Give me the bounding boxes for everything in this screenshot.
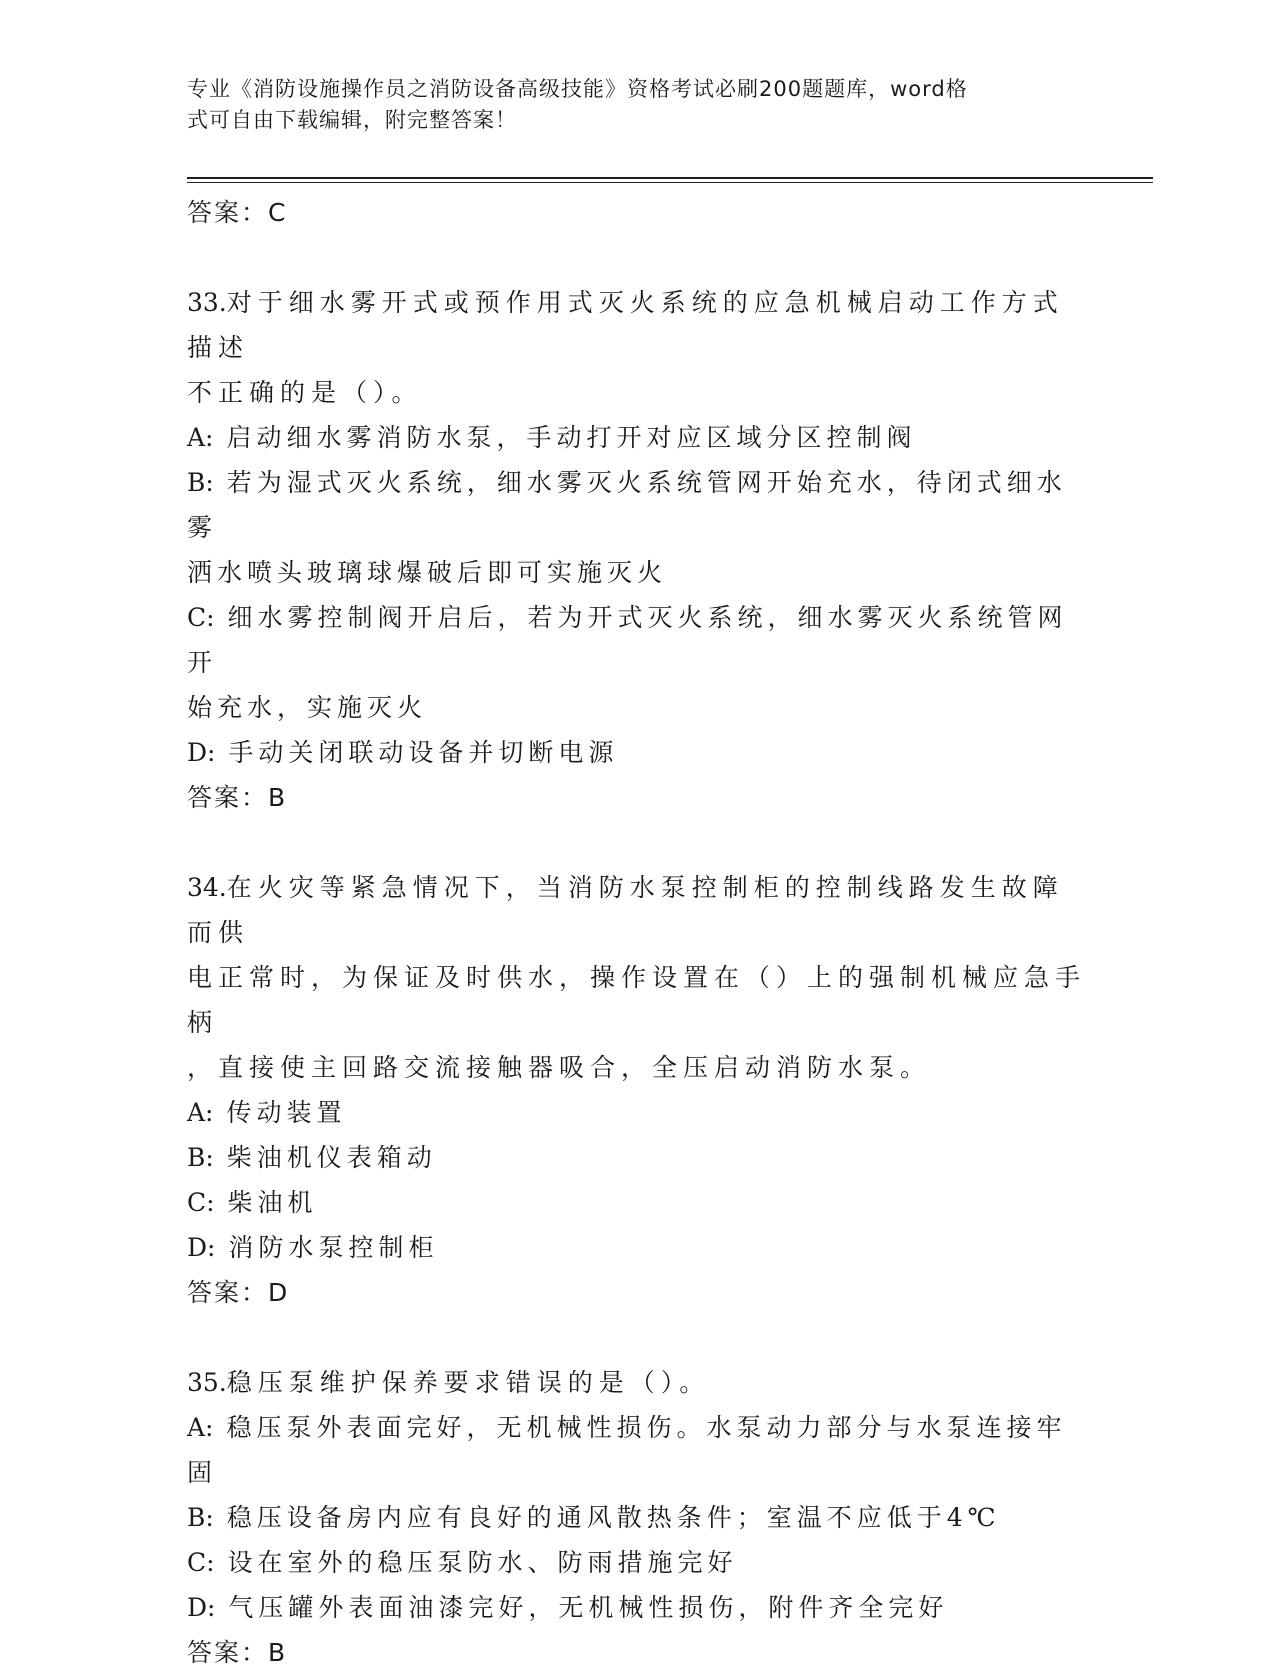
question-number: 35. bbox=[187, 1368, 227, 1397]
option-key: A: bbox=[187, 423, 214, 452]
stem-line: 电正常时，为保证及时供水，操作设置在（）上的强制机械应急手柄 bbox=[187, 963, 1087, 1037]
previous-answer: 答案：C bbox=[187, 198, 288, 227]
option-text: 始充水，实施灭火 bbox=[187, 693, 428, 722]
stem-line: ，直接使主回路交流接触器吸合，全压启动消防水泵。 bbox=[187, 1053, 932, 1082]
question-33 bbox=[187, 280, 1087, 821]
question-stem bbox=[187, 1045, 1087, 1090]
answer-33: 答案：B bbox=[187, 783, 288, 812]
stem-line: 稳压泵维护保养要求错误的是（）。 bbox=[226, 1368, 711, 1397]
header-divider-thick bbox=[187, 177, 1153, 179]
option-text: 柴油机仪表箱动 bbox=[226, 1143, 437, 1172]
option-text: 设在室外的稳压泵防水、防雨措施完好 bbox=[227, 1548, 738, 1577]
option-c bbox=[187, 1540, 1087, 1585]
question-number: 34. bbox=[187, 873, 227, 902]
option-text: 细水雾控制阀开启后，若为开式灭火系统，细水雾灭火系统管网开 bbox=[187, 603, 1068, 677]
option-c bbox=[187, 595, 1087, 685]
option-text: 洒水喷头玻璃球爆破后即可实施灭火 bbox=[187, 558, 668, 587]
stem-line: 在火灾等紧急情况下，当消防水泵控制柜的控制线路发生故障而供 bbox=[187, 873, 1064, 947]
question-stem bbox=[187, 1360, 1087, 1405]
option-key: B: bbox=[187, 468, 214, 497]
option-c bbox=[187, 1180, 1087, 1225]
question-34 bbox=[187, 865, 1087, 1316]
option-text: 柴油机 bbox=[227, 1188, 318, 1217]
option-a bbox=[187, 1405, 1087, 1495]
question-number: 33. bbox=[187, 288, 227, 317]
question-stem bbox=[187, 865, 1087, 955]
option-b bbox=[187, 1495, 1087, 1540]
header-line-1: 专业《消防设施操作员之消防设备高级技能》资格考试必刷200题题库，word格 bbox=[187, 77, 968, 101]
option-a bbox=[187, 415, 1087, 460]
option-key: B: bbox=[187, 1503, 214, 1532]
answer-34: 答案：D bbox=[187, 1278, 290, 1307]
option-key: B: bbox=[187, 1143, 214, 1172]
option-b-continued bbox=[187, 550, 1087, 595]
option-b bbox=[187, 460, 1087, 550]
option-b bbox=[187, 1135, 1087, 1180]
option-text: 传动装置 bbox=[226, 1098, 347, 1127]
page-header bbox=[187, 74, 1067, 136]
option-text: 手动关闭联动设备并切断电源 bbox=[228, 738, 619, 767]
option-d bbox=[187, 1585, 1087, 1630]
header-line-2: 式可自由下载编辑，附完整答案！ bbox=[187, 108, 517, 132]
option-key: D: bbox=[187, 1593, 216, 1622]
question-list bbox=[187, 190, 1087, 1676]
option-d bbox=[187, 1225, 1087, 1270]
option-text: 稳压泵外表面完好，无机械性损伤。水泵动力部分与水泵连接牢固 bbox=[187, 1413, 1067, 1487]
option-d bbox=[187, 730, 1087, 775]
option-text: 气压罐外表面油漆完好，无机械性损伤，附件齐全完好 bbox=[228, 1593, 949, 1622]
question-stem bbox=[187, 280, 1087, 370]
question-35 bbox=[187, 1360, 1087, 1676]
option-text: 若为湿式灭火系统，细水雾灭火系统管网开始充水，待闭式细水雾 bbox=[187, 468, 1067, 542]
option-key: C: bbox=[187, 1188, 215, 1217]
question-stem bbox=[187, 370, 1087, 415]
option-key: C: bbox=[187, 603, 215, 632]
stem-line: 对于细水雾开式或预作用式灭火系统的应急机械启动工作方式描述 bbox=[187, 288, 1064, 362]
option-key: D: bbox=[187, 1233, 216, 1262]
stem-line: 不正确的是（）。 bbox=[187, 378, 423, 407]
answer-35: 答案：B bbox=[187, 1638, 288, 1667]
header-divider-thin bbox=[187, 182, 1153, 183]
option-a bbox=[187, 1090, 1087, 1135]
option-c-continued bbox=[187, 685, 1087, 730]
option-text: 消防水泵控制柜 bbox=[228, 1233, 439, 1262]
option-key: D: bbox=[187, 738, 216, 767]
option-key: A: bbox=[187, 1413, 214, 1442]
question-stem bbox=[187, 955, 1087, 1045]
option-text: 启动细水雾消防水泵，手动打开对应区域分区控制阀 bbox=[226, 423, 917, 452]
option-key: A: bbox=[187, 1098, 214, 1127]
option-text: 稳压设备房内应有良好的通风散热条件；室温不应低于4℃ bbox=[226, 1503, 1001, 1532]
option-key: C: bbox=[187, 1548, 215, 1577]
